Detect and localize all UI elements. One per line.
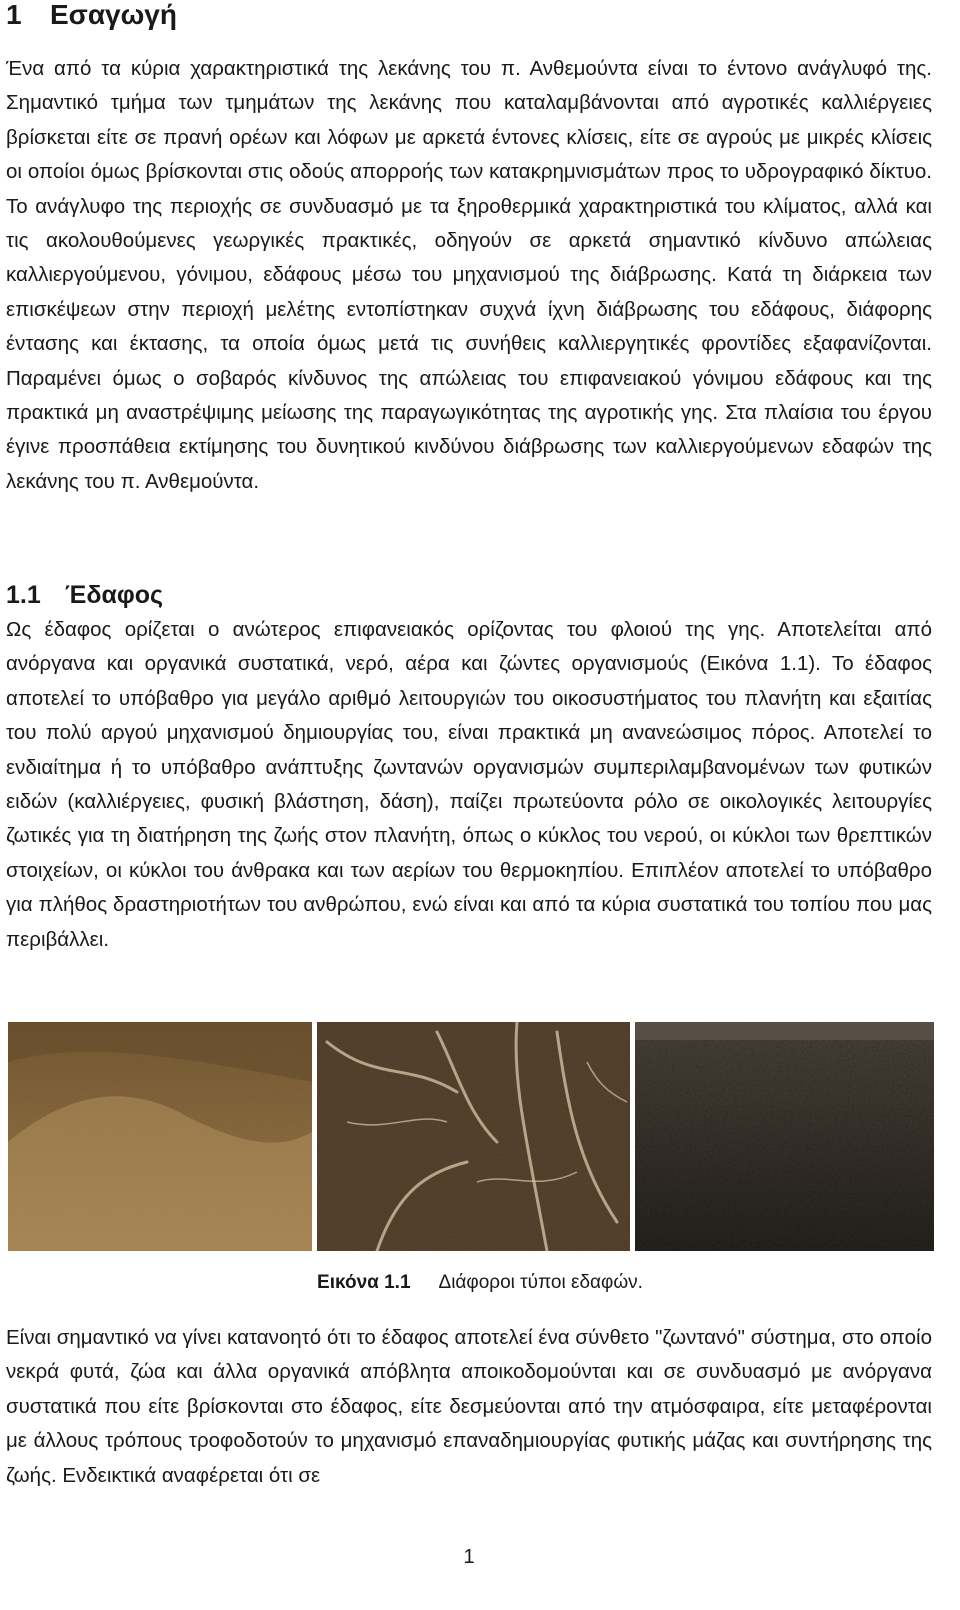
figure-caption (0, 1270, 960, 1296)
section-heading (6, 0, 177, 32)
subsection-number: 1.1 (6, 581, 41, 609)
soil-with-roots-photo (317, 1022, 630, 1251)
subsection-title: Έδαφος (65, 581, 164, 609)
figure-caption-text: Διάφοροι τύποι εδαφών. (438, 1272, 643, 1293)
crumbly-light-soil-photo (8, 1022, 312, 1251)
figure-label: Εικόνα 1.1 (317, 1272, 411, 1293)
living-system-paragraph: Είναι σημαντικό να γίνει κατανοητό ότι το έδαφος αποτελεί ένα σύνθετο "ζωντανό" σύστημα, στο οποίο νεκρά φυτά, ζώα και άλλα οργανικά απόβλητα αποικοδομούνται και σε συνδυασμό με ανόργανα συστατικά που είτε βρίσκονται στο έδαφος, είτε δεσμεύονται από την ατμόσφαιρα, είτε μεταφέρονται με άλλους τρόπους τροφοδοτούν το μηχανισμό επαναδημιουργίας φυτικής μάζας και συντήρησης της ζωής. Ενδεικτικά αναφέρεται ότι σε (6, 1326, 932, 1487)
section-title: Εσαγωγή (50, 0, 177, 30)
soil-definition-paragraph: Ως έδαφος ορίζεται ο ανώτερος επιφανειακός ορίζοντας του φλοιού της γης. Αποτελείται από ανόργανα και οργανικά συστατικά, νερό, αέρα και ζώντες οργανισμούς (Εικόνα 1.1). Το έδαφος αποτελεί το υπόβαθρο για μεγάλο αριθμό λειτουργιών του οικοσυστήματος του πλανήτη και εξαιτίας του πολύ αργού μηχανισμού δημιουργίας του, είναι πρακτικά μη ανανεώσιμος πόρος. Αποτελεί το ενδιαίτημα ή το υπόβαθρο ανάπτυξης ζωντανών οργανισμών συμπεριλαμβανομένων των φυτικών ειδών (καλλιέργειες, φυσική βλάστηση, δάση), παίζει πρωτεύοντα ρόλο σε οικολογικές λειτουργίες ζωτικές για τη διατήρηση της ζωής στον πλανήτη, όπως ο κύκλος του νερού, οι κύκλοι των θρεπτικών στοιχείων, οι κύκλοι του άνθρακα και των αερίων του θερμοκηπίου. Επιπλέον αποτελεί το υπόβαθρο για πλήθος δραστηριοτήτων του ανθρώπου, ενώ είναι και από τα κύρια συστατικά του τοπίου που μας περιβάλλει. (6, 618, 932, 951)
section-number: 1 (6, 0, 22, 30)
plowed-dark-field-photo (635, 1022, 934, 1251)
intro-paragraph: Ένα από τα κύρια χαρακτηριστικά της λεκάνης του π. Ανθεμούντα είναι το έντονο ανάγλυφό της. Σημαντικό τμήμα των τμημάτων της λεκάνης που καταλαμβάνονται από αγροτικές καλλιέργειες βρίσκεται είτε σε πρανή ορέων και λόφων με αρκετά έντονες κλίσεις, είτε σε αγρούς με μικρές κλίσεις οι οποίοι όμως βρίσκονται στις οδούς απορροής των κατακρημνισμάτων προς το υδρογραφικό δίκτυο. Το ανάγλυφο της περιοχής σε συνδυασμό με τα ξηροθερμικά χαρακτηριστικά του κλίματος, αλλά και τις ακολουθούμενες γεωργικές πρακτικές, οδηγούν σε αρκετά σημαντικό κίνδυνο απώλειας καλλιεργούμενου, γόνιμου, εδάφους μέσω του μηχανισμού της διάβρωσης. Κατά τη διάρκεια των επισκέψεων στην περιοχή μελέτης εντοπίστηκαν συχνά ίχνη διάβρωσης του εδάφους, διάφορης έντασης και έκτασης, τα οποία όμως μετά τις συνήθεις καλλιεργητικές φροντίδες εξαφανίζονται. Παραμένει όμως ο σοβαρός κίνδυνος της απώλειας του επιφανειακού γόνιμου εδάφους και της πρακτικά μη αναστρέψιμης μείωσης της παραγωγικότητας της αγροτικής γης. Στα πλαίσια του έργου έγινε προσπάθεια εκτίμησης του δυνητικού κινδύνου διάβρωσης των καλλιεργούμενων εδαφών της λεκάνης του π. Ανθεμούντα. (6, 57, 932, 493)
subsection-heading (6, 579, 163, 611)
soil-types-figure (8, 1022, 934, 1251)
page-number: 1 (463, 1546, 475, 1568)
